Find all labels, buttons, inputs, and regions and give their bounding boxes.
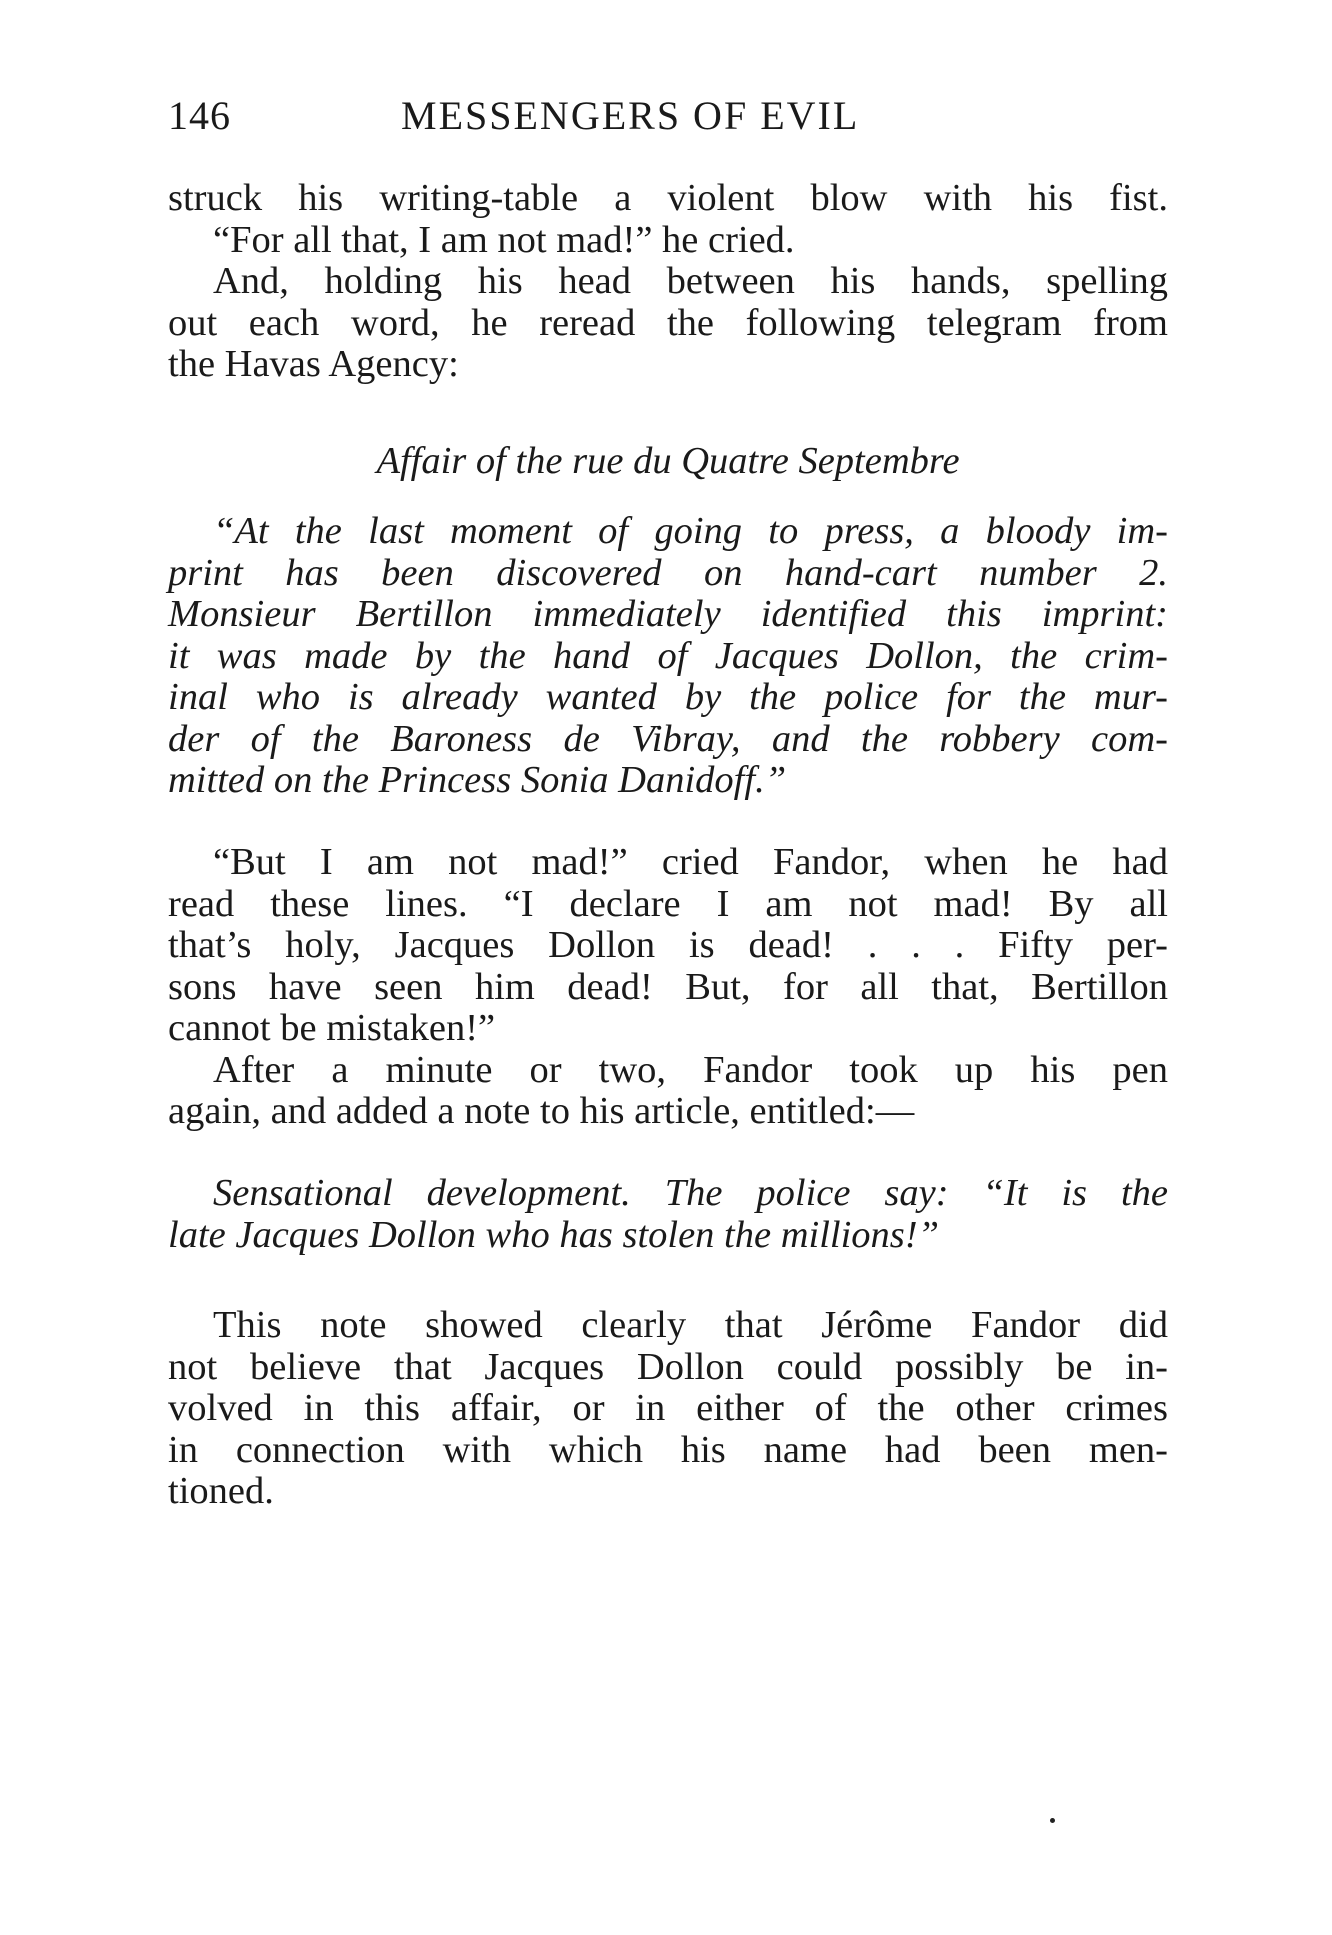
print-speck xyxy=(1050,1818,1055,1823)
text-line: read these lines. “I declare I am not mad! By all xyxy=(168,882,1168,925)
text-line: again, and added a note to his article, entitled:— xyxy=(168,1090,915,1132)
text-line: volved in this affair, or in either of the other crimes xyxy=(168,1387,1168,1429)
text-line: “At the last moment of going to press, a bloody im- xyxy=(213,510,1168,552)
text-line: late Jacques Dollon who has stolen the millions!” xyxy=(168,1213,940,1256)
telegram-heading: Affair of the rue du Quatre Septembre xyxy=(376,440,960,482)
paragraph-closing xyxy=(168,1305,1168,1513)
paragraph-opening xyxy=(168,178,1168,386)
text-line: Monsieur Bertillon immediately identified this imprint: xyxy=(168,593,1168,635)
text-line: print has been discovered on hand-cart number 2. xyxy=(168,551,1168,594)
text-line: mitted on the Princess Sonia Danidoff.” xyxy=(168,759,787,801)
page-number: 146 xyxy=(168,93,231,138)
text-line: inal who is already wanted by the police for the mur- xyxy=(168,676,1168,718)
text-line: “But I am not mad!” cried Fandor, when he had xyxy=(213,841,1168,883)
text-line: And, holding his head between his hands, spelling xyxy=(213,260,1168,302)
text-line: This note showed clearly that Jérôme Fandor did xyxy=(213,1304,1168,1346)
text-line: sons have seen him dead! But, for all that, Bertillon xyxy=(168,965,1168,1008)
text-line: in connection with which his name had been men- xyxy=(168,1428,1168,1471)
text-line: the Havas Agency: xyxy=(168,343,459,385)
text-line: “For all that, I am not mad!” he cried. xyxy=(213,218,795,261)
text-line: struck his writing-table a violent blow with his fist. xyxy=(168,177,1168,219)
text-line: cannot be mistaken!” xyxy=(168,1007,496,1049)
text-line: After a minute or two, Fandor took up his pen xyxy=(213,1048,1168,1091)
telegram-body xyxy=(168,511,1168,802)
text-line: that’s holy, Jacques Dollon is dead! . . . Fifty per- xyxy=(168,924,1168,966)
text-line: tioned. xyxy=(168,1470,274,1512)
text-line: out each word, he reread the following telegram from xyxy=(168,301,1168,344)
text-line: it was made by the hand of Jacques Dollon, the crim- xyxy=(168,634,1168,677)
running-title: MESSENGERS OF EVIL xyxy=(401,93,860,138)
paragraph-fandor-cries xyxy=(168,842,1168,1133)
page-header xyxy=(168,92,1168,142)
sensational-note xyxy=(168,1173,1168,1256)
text-line: not believe that Jacques Dollon could possibly be in- xyxy=(168,1345,1168,1388)
text-line: Sensational development. The police say: “It is the xyxy=(213,1172,1168,1214)
text-line: der of the Baroness de Vibray, and the robbery com- xyxy=(168,717,1168,760)
